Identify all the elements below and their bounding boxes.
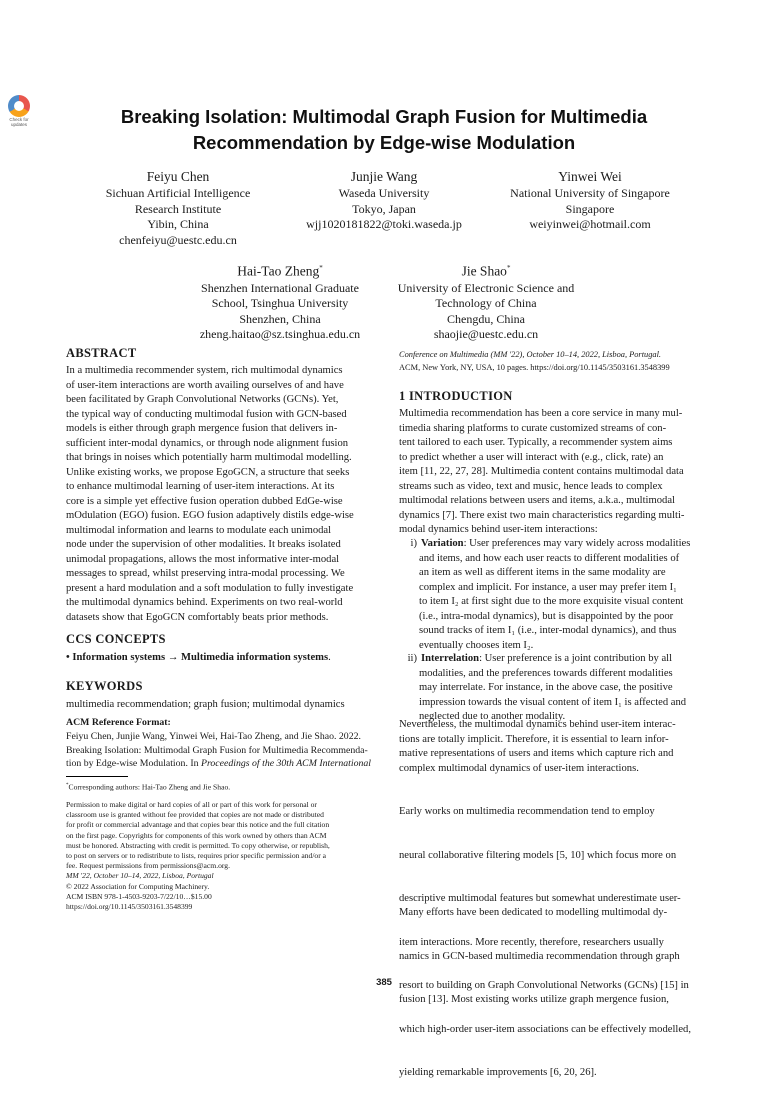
intro-para-3: Early works on multimedia recommendation tend to employ neural collaborative filtering models [5, 10] which focus more on descriptive multimodal features but somewhat underestimate user- item interactions. More recently, therefore, researchers usually resort to building on Graph Convolutional Networks (GCNs) [15] in which high-order user-item associations can be effectively modelled, yielding remarkable improvements [6, 20, 26].	[399, 806, 691, 1078]
ccs-heading: CCS CONCEPTS	[66, 632, 166, 646]
author-email: weiyinwei@hotmail.com	[529, 217, 651, 231]
author-location: Yibin, China	[147, 217, 209, 231]
author-block	[386, 259, 586, 343]
abstract-heading: ABSTRACT	[66, 346, 137, 360]
ccs-concepts: • Information systems → Multimedia information systems.	[66, 652, 331, 663]
author-location: Tokyo, Japan	[352, 201, 416, 216]
author-name: Junjie Wang	[350, 169, 418, 184]
author-location: Singapore	[565, 201, 615, 216]
list-item-variation: i) Variation: User preferences may vary widely across modalities and items, and how each user reacts to different modalities of an item as well as different items in the same modality are complex and implicit. For instance, a user may prefer item I₁ to item I₂ at first sight due to the more exquisite visual content (i.e., intra-modal dynamics), but is disappointed by the poor sound tracks of item I₁ (i.e., inter-modal dynamics), and thus eventually chooses item I₂.	[410, 538, 691, 651]
keywords-text: multimedia recommendation; graph fusion; multimodal dynamics	[66, 699, 345, 710]
corresponding-mark: *	[319, 264, 323, 272]
author-block	[490, 167, 690, 233]
page-number: 385	[376, 977, 392, 988]
author-affiliation: Research Institute	[134, 201, 222, 216]
author-affiliation: School, Tsinghua University	[211, 296, 349, 310]
author-affiliation: Sichuan Artificial Intelligence	[105, 186, 251, 200]
title-line-1: Breaking Isolation: Multimodal Graph Fusion for Multimedia	[120, 106, 648, 127]
author-location: Chengdu, China	[447, 311, 525, 326]
badge-text-2: updates	[10, 122, 27, 127]
author-email: zheng.haitao@sz.tsinghua.edu.cn	[199, 327, 361, 341]
list-item-interrelation: ii) Interrelation: User preference is a joint contribution by all modalities, and the preferences towards different modalities may interrelate. For instance, in the above case, the positive impression towards the visual content of item I₁ is affected and neglected due to another modality.	[407, 653, 687, 722]
author-name: Hai-Tao Zheng	[237, 263, 320, 279]
footnote: *Corresponding authors: Hai-Tao Zheng and Jie Shao.	[66, 782, 231, 792]
intro-heading: 1 INTRODUCTION	[399, 389, 513, 403]
author-location: Shenzhen, China	[239, 311, 321, 326]
title-line-2: Recommendation by Edge-wise Modulation	[192, 132, 576, 153]
acm-ref-body: Feiyu Chen, Junjie Wang, Yinwei Wei, Hai-Tao Zheng, and Jie Shao. 2022. Breaking Isolation: Multimodal Graph Fusion for Multimedia Recommenda- tion by Edge-wise Modulation. In Proceedings of the 30th ACM International	[66, 731, 372, 770]
badge-text-1: Check for	[9, 117, 29, 122]
intro-para-4: Many efforts have been dedicated to modelling multimodal dy- namics in GCN-based multimedia recommendation through graph fusion [13]. Most existing works utilize graph mergence fusion,	[399, 907, 680, 1005]
author-affiliation: Technology of China	[435, 296, 537, 310]
paper-title	[0, 104, 768, 156]
corresponding-mark: *	[506, 264, 511, 272]
author-email: wjj1020181822@toki.waseda.jp	[306, 217, 462, 231]
author-affiliation: Shenzhen International Graduate	[201, 280, 359, 295]
footnote-rule	[66, 776, 128, 777]
author-block	[180, 259, 380, 343]
author-name: Jie Shao	[461, 263, 507, 279]
author-name: Feiyu Chen	[146, 169, 210, 184]
author-affiliation: Waseda University	[338, 186, 430, 200]
keywords-heading: KEYWORDS	[66, 679, 143, 693]
intro-para-1: Multimedia recommendation has been a core service in many mul- timedia sharing platforms to curate customized streams of con- tent tailored to each user. Typically, a recommender system aims to predict whether a user will interact with (e.g., click, rate) an item [11, 22, 27, 28]. Multimedia content contains multimodal data streams such as video, text and music, hence leads to complex multimodal relations between users and items, a.k.a., multimodal dynamics [7]. There exist two main characteristics regarding multi- modal dynamics behind user-item interactions:	[399, 408, 685, 535]
author-name: Yinwei Wei	[558, 169, 622, 184]
author-affiliation: National University of Singapore	[510, 186, 670, 200]
permission-block: Permission to make digital or hard copies of all or part of this work for personal or classroom use is granted without fee provided that copies are not made or distributed for profit or commercial advantage and that copies bear this notice and the full citation on the first page. Copyrights for components of this work owned by others than ACM must be honored. Abstracting with credit is permitted. To copy otherwise, or republish, to post on servers or to redistribute to lists, requires prior specific permission and/or a fee. Request permissions from permissions@acm.org. MM '22, October 10–14, 2022, Lisboa, Portugal © 2022 Association for Computing Machinery. ACM ISBN 978-1-4503-9203-7/22/10…$15.00 https://doi.org/10.1145/3503161.3548399	[66, 800, 330, 912]
author-email: shaojie@uestc.edu.cn	[433, 327, 539, 341]
author-email: chenfeiyu@uestc.edu.cn	[119, 232, 237, 247]
conference-info: Conference on Multimedia (MM '22), October 10–14, 2022, Lisboa, Portugal. ACM, New York, NY, USA, 10 pages. https://doi.org/10.1145/3503161.3548399	[399, 350, 670, 372]
abstract-body: In a multimedia recommender system, rich multimodal dynamics of user-item interactions are worth availing ourselves of and have been facilitated by Graph Convolutional Networks (GCNs). Yet, the typical way of conducting multimodal fusion with GCN-based models is either through graph mergence fusion that delivers in- sufficient inter-modal dynamics, or through node alignment fusion that brings in noises which potentially harm multimodal modelling. Unlike existing works, we propose EgoGCN, a structure that seeks to enhance multimodal learning of user-item interactions. At its core is a simple yet effective fusion operation dubbed EdGe-wise mOdulation (EGO) fusion. EGO fusion adaptively distils edge-wise multimodal information and learns to modulate each unimodal node under the supervision of other modalities. It breaks isolated unimodal propagations, allows the most informative inter-modal messages to spread, whilst preserving intra-modal processing. We present a hard modulation and a soft modulation to fully investigate the multimodal dynamics behind. Experiments on two real-world datasets show that EgoGCN comfortably beats prior methods.	[66, 365, 354, 623]
intro-para-2: Nevertheless, the multimodal dynamics behind user-item interac- tions are totally implicit. Therefore, it is essential to learn infor- mative representations of users and items which capture rich and complex multimodal dynamics of user-item interactions.	[399, 719, 676, 774]
author-block	[78, 167, 278, 248]
author-block	[284, 167, 484, 233]
acm-ref-heading: ACM Reference Format:	[66, 717, 171, 728]
author-affiliation: University of Electronic Science and	[397, 280, 575, 295]
